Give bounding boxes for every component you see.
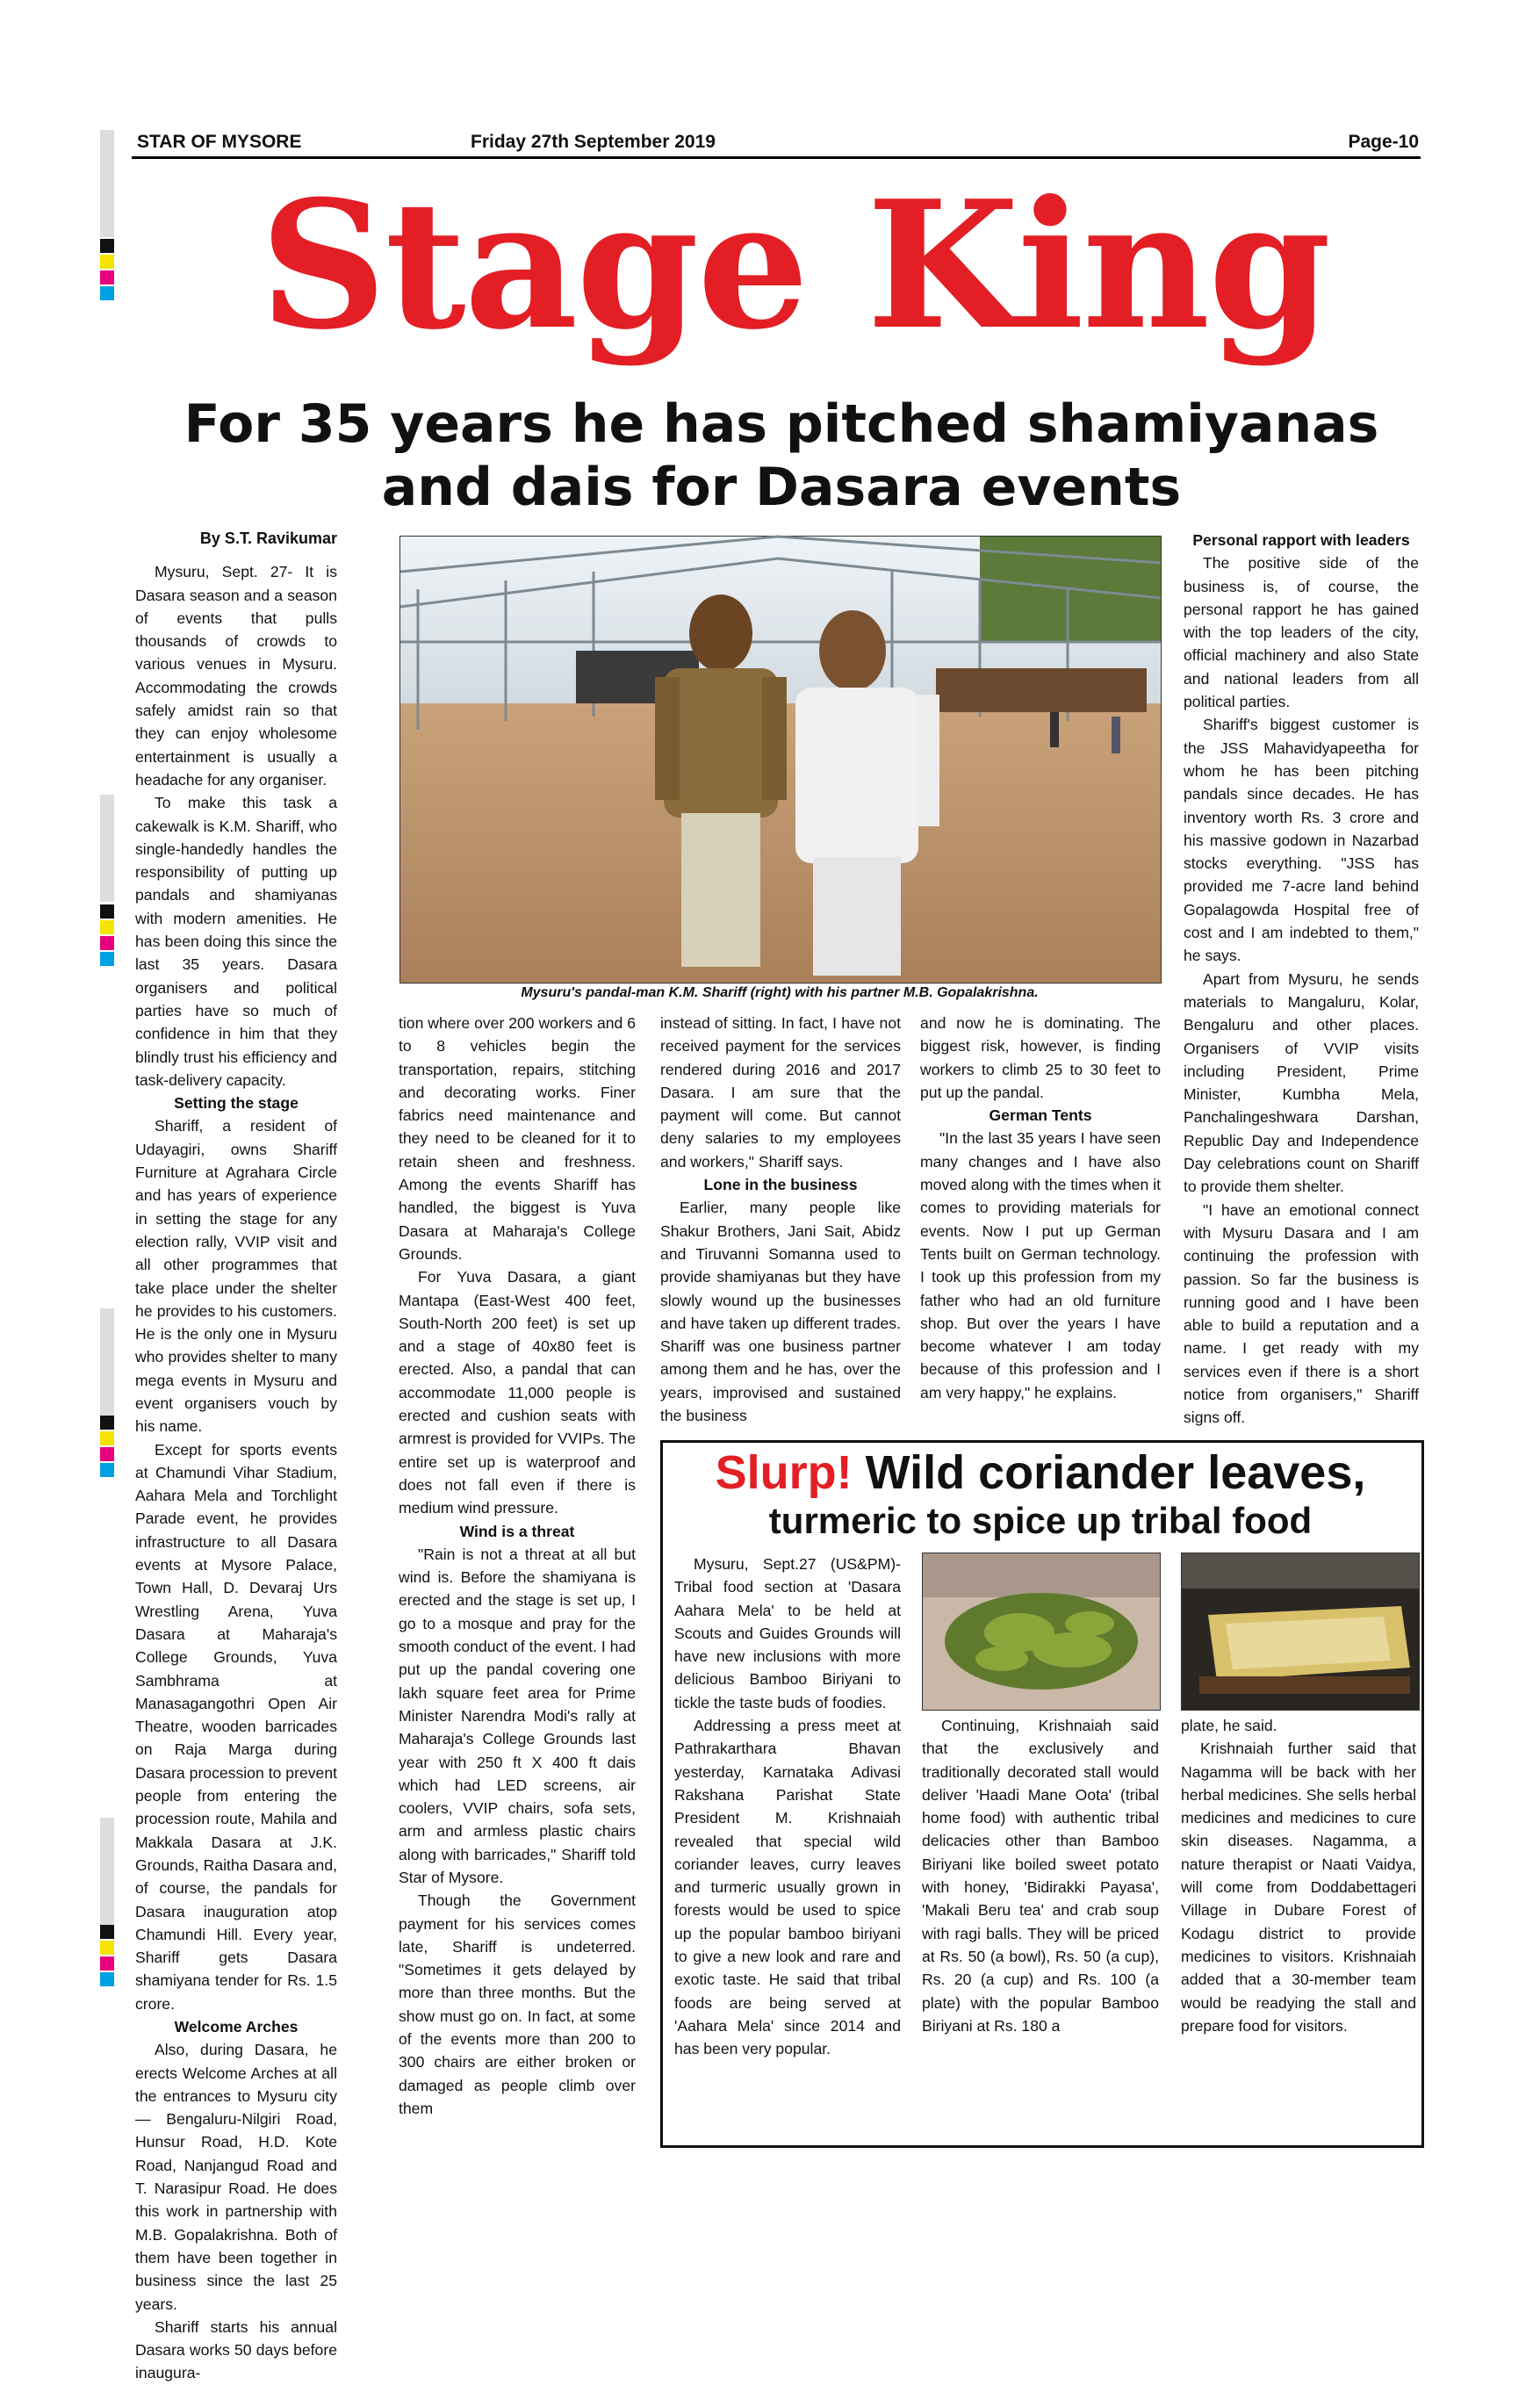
registration-bar [100, 1818, 114, 1925]
page-number: Page-10 [1348, 132, 1419, 152]
slurp-headline-text: Wild coriander leaves, [852, 1446, 1366, 1499]
subheading: Wind is a threat [459, 1522, 575, 1540]
paragraph: instead of sitting. In fact, I have not received payment for the services rendered during 2016 and 2017 Dasara. I am sure that the payment will come. But cannot deny salaries to my employees and workers," Shariff says. [660, 1014, 901, 1171]
article-photo [399, 536, 1162, 984]
registration-mark-black [100, 1925, 114, 1939]
registration-mark-magenta [100, 936, 114, 950]
photo-caption: Mysuru's pandal-man K.M. Shariff (right) with his partner M.B. Gopalakrishna. [521, 985, 1039, 1000]
header-rule [132, 156, 1421, 159]
subheading: Lone in the business [703, 1176, 858, 1194]
slurp-column-1 [674, 1553, 901, 2132]
article-column-1 [135, 527, 337, 2382]
paragraph: "In the last 35 years I have seen many changes and I have also moved along with the times when it comes to providing materials for events. Now I put up German Tents built on German technology. I took up this profession from my father who had an old furniture shop. But over the years I have become whatever I am today because of this profession and I am very happy," he explains. [920, 1129, 1161, 1401]
registration-mark-cyan [100, 286, 114, 300]
deck-line-1: For 35 years he has pitched shamiyanas [184, 393, 1379, 455]
paragraph: For Yuva Dasara, a giant Mantapa (East-West 400 feet, South-North 200 feet) is set up and a stage of 40x80 feet is erected. Also, a pandal that can accommodate 11,000 people is erected and cushion seats with armrest is provided for VVIPs. The entire set up is waterproof and does not fall even if there is medium wind pressure. [399, 1268, 636, 1517]
paragraph: Shariff, a resident of Udayagiri, owns Shariff Furniture at Agrahara Circle and has years of experience in setting the stage for any election rally, VVIP visit and all other programmes that take place under the shelter he provides to his customers. He is the only one in Mysuru who provides shelter to many mega events in Mysuru and event organisers vouch by his name. [135, 1117, 337, 1436]
col1-body [135, 560, 337, 2384]
subheading: Welcome Arches [174, 2018, 299, 2036]
slurp-column-3 [1181, 1714, 1416, 2132]
coriander-photo [922, 1553, 1161, 1711]
deck-line-2: and dais for Dasara events [381, 457, 1182, 518]
registration-bar [100, 795, 114, 902]
slurp-column-2 [922, 1714, 1159, 2132]
byline: By S.T. Ravikumar [199, 530, 337, 547]
paragraph: tion where over 200 workers and 6 to 8 vehicles begin the transportation, repairs, stitching and decorating works. Finer fabrics need maintenance and they need to be cleaned for it to retain sheen and freshness. Among the events Shariff has handled, the biggest is Yuva Dasara at Maharaja's College Grounds. [399, 1014, 636, 1263]
registration-mark-magenta [100, 270, 114, 285]
paragraph: The positive side of the business is, of course, the personal rapport he has gained with the top leaders of the city, official machinery and also State and national leaders from all political parties. [1184, 554, 1419, 711]
paragraph: Mysuru, Sept.27 (US&PM)- Tribal food section at 'Dasara Aahara Mela' to be held at Scouts and Guides Grounds will have new inclusions with more delicious Bamboo Biriyani to tickle the taste buds of foodies. [674, 1555, 901, 1711]
paragraph: Shariff's biggest customer is the JSS Mahavidyapeetha for whom he has been pitching pandals since decades. He has inventory worth Rs. 3 crore and his massive godown in Nazarbad stocks everything. "JSS has provided me 7-acre land behind Gopalagowda Hospital free of cost and I am indebted to them," he says. [1184, 716, 1419, 965]
registration-mark-magenta [100, 1447, 114, 1461]
coriander-illustration [923, 1553, 1160, 1710]
registration-bar [100, 1308, 114, 1416]
registration-mark-cyan [100, 952, 114, 966]
paragraph: Earlier, many people like Shakur Brothers, Jani Sait, Abidz and Tiruvanni Somanna used to provide shamiyanas but they have slowly wound up the businesses and have taken up different trades. Shariff was one business partner among them and he has, over the years, improvised and sustained the business [660, 1199, 901, 1425]
paragraph: Though the Government payment for his services comes late, Shariff is undeterred. "Sometimes it gets delayed by more than three months. But the show must go on. In fact, at some of the events more than 200 to 300 chairs are either broken or damaged as people climb over them [399, 1891, 636, 2117]
article-column-3 [660, 1012, 901, 1431]
paragraph: plate, he said. [1181, 1717, 1277, 1734]
article-column-5 [1184, 529, 1419, 1433]
biriyani-photo [1181, 1553, 1420, 1711]
subheading: Personal rapport with leaders [1192, 531, 1410, 549]
paragraph: and now he is dominating. The biggest risk, however, is finding workers to climb 25 to 30 feet to put up the pandal. [920, 1014, 1161, 1101]
article-column-4 [920, 1012, 1161, 1431]
registration-mark-yellow [100, 1941, 114, 1955]
paragraph: Apart from Mysuru, he sends materials to Mangaluru, Kolar, Bengaluru and other places. Organisers of VVIP visits including President, Prime Minister, Kumbha Mela, Panchalingeshwara Darshan, Republic Day and Independence Day celebrations count on Shariff to provide them shelter. [1184, 969, 1419, 1196]
paragraph: Except for sports events at Chamundi Vihar Stadium, Aahara Mela and Torchlight Parade event, he provides infrastructure to all Dasara events at Mysore Palace, Town Hall, D. Devaraj Urs Wrestling Arena, Yuva Dasara at Maharaja's College Grounds, Yuva Sambhrama at Manasagangothri Open Air Theatre, wooden barricades on Raja Marga during Dasara procession to prevent people from entering the procession route, Mahila and Makkala Dasara at J.K. Grounds, Raitha Dasara and, of course, the pandals for Dasara inauguration atop Chamundi Hill. Every year, Shariff gets Dasara shamiyana tender for Rs. 1.5 crore. [135, 1440, 337, 2013]
paragraph: Also, during Dasara, he erects Welcome Arches at all the entrances to Mysuru city — Bengaluru-Nilgiri Road, Hunsur Road, H.D. Kote Road, Nanjangud Road and T. Narasipur Road. He does this work in partnership with M.B. Gopalakrishna. Both of them have been together in business since the last 25 years. [135, 2041, 337, 2313]
subheading: Setting the stage [174, 1094, 299, 1113]
registration-mark-black [100, 239, 114, 253]
registration-mark-yellow [100, 255, 114, 269]
issue-date: Friday 27th September 2019 [471, 132, 716, 152]
paragraph: "Rain is not a threat at all but wind is. Before the shamiyana is erected and the stage is set up, I go to a mosque and pray for the smooth conduct of the event. I had put up the pandal covering one lakh square feet area for Prime Minister Narendra Modi's rally at Maharaja's College Grounds last year with 250 ft X 400 ft dais which had LED screens, air coolers, VVIP chairs, sofa sets, arm and armless plastic chairs along with barricades," Shariff told Star of Mysore. [399, 1545, 636, 1886]
registration-mark-black [100, 1416, 114, 1430]
slurp-subhead: turmeric to spice up tribal food [768, 1500, 1313, 1541]
registration-mark-yellow [100, 1431, 114, 1445]
registration-mark-cyan [100, 1972, 114, 1986]
article-column-2 [399, 1012, 636, 2144]
paragraph: Addressing a press meet at Pathrakarthara Bhavan yesterday, Karnataka Adivasi Rakshana Parishat State President M. Krishnaiah revealed that special wild coriander leaves, curry leaves and turmeric usually grown in forests would be used to spice up the popular bamboo biriyani to give a new look and rare and exotic taste. He said that tribal foods are being served at 'Aahara Mela' since 2014 and has been very popular. [674, 1717, 901, 2058]
paper-name: STAR OF MYSORE [137, 132, 302, 152]
registration-mark-black [100, 904, 114, 919]
paragraph: Krishnaiah further said that Nagamma will be back with her herbal medicines. She sells herbal medicines and medicines to cure skin diseases. Nagamma, a nature therapist or Naati Vaidya, will come from Doddabettageri Village in Dubare Forest of Kodagu district to provide medicines to visitors. Krishnaiah added that a 30-member team would be readying the stall and prepare food for visitors. [1181, 1740, 1416, 2035]
paragraph: Continuing, Krishnaiah said that the exclusively and traditionally decorated stall would deliver 'Haadi Mane Oota' (tribal home food) with authentic tribal delicacies other than Bamboo Biriyani like boiled sweet potato with honey, 'Bidirakki Payasa', 'Makali Beru tea' and crab soup with ragi balls. They will be priced at Rs. 50 (a bowl), Rs. 50 (a cup), Rs. 20 (a cup) and Rs. 100 (a plate) with the popular Bamboo Biriyani at Rs. 180 a [922, 1717, 1159, 2035]
photo-illustration [400, 537, 1161, 983]
paragraph: To make this task a cakewalk is K.M. Shariff, who single-handedly handles the responsibility of putting up pandals and shamiyanas with modern amenities. He has been doing this since the last 35 years. Dasara organisers and political parties have so much of confidence in him that they blindly trust his efficiency and task-delivery capacity. [135, 794, 337, 1089]
slurp-kicker: Slurp! [715, 1446, 853, 1499]
slurp-headline [667, 1440, 1414, 1505]
masthead-title: Stage King [259, 162, 1330, 369]
registration-mark-yellow [100, 920, 114, 934]
subheading: German Tents [989, 1106, 1092, 1125]
paragraph: Mysuru, Sept. 27- It is Dasara season and a season of events that pulls thousands of crowds to various venues in Mysuru. Accommodating the crowds safely amidst rain so that they can enjoy wholesome entertainment is usually a headache for any organiser. [135, 563, 337, 789]
paragraph: Shariff starts his annual Dasara works 50 days before inaugura- [135, 2317, 337, 2382]
biriyani-illustration [1182, 1553, 1419, 1710]
paragraph: "I have an emotional connect with Mysuru Dasara and I am continuing the profession with passion. So far the business is running good and I have been able to build a reputation and a name. I get ready with my services even if there is a short notice from organisers," Shariff signs off. [1184, 1200, 1419, 1427]
registration-mark-cyan [100, 1463, 114, 1477]
registration-bar [100, 130, 114, 237]
registration-mark-magenta [100, 1956, 114, 1971]
